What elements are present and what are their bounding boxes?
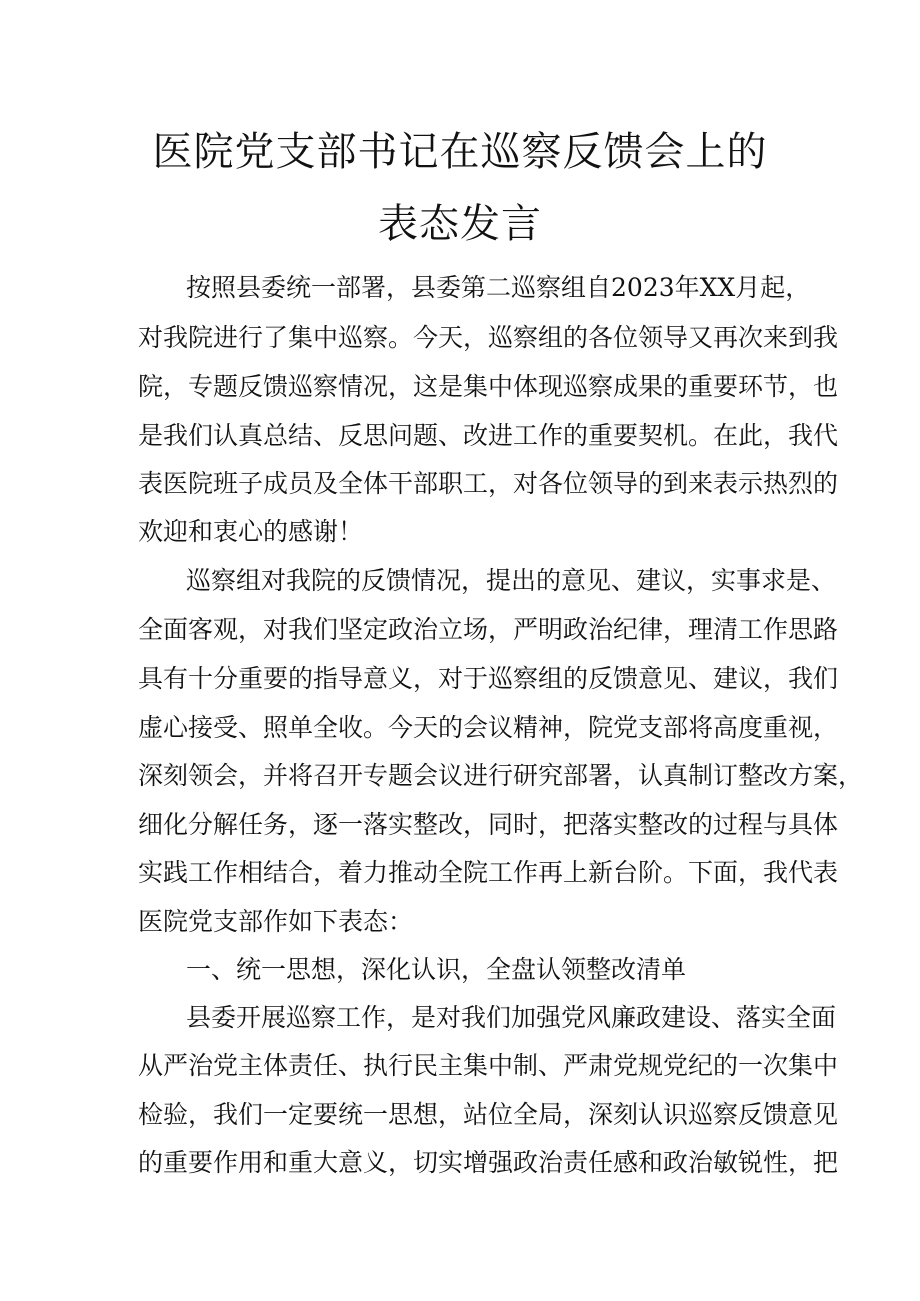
paragraph-2-line: 虚心接受、照单全收。今天的会议精神，院党支部将高度重视， — [138, 713, 839, 742]
paragraph-1-line: 对我院进行了集中巡察。今天，巡察组的各位领导又再次来到我 — [138, 323, 839, 352]
paragraph-2-line: 实践工作相结合，着力推动全院工作再上新台阶。下面，我代表 — [138, 858, 839, 887]
paragraph-1-line: 表医院班子成员及全体干部职工，对各位领导的到来表示热烈的 — [138, 469, 839, 498]
paragraph-2-line: 医院党支部作如下表态： — [138, 907, 414, 936]
paragraph-2-line: 深刻领会，并将召开专题会议进行研究部署，认真制订整改方案， — [138, 761, 864, 790]
paragraph-1-line: 按照县委统一部署，县委第二巡察组自2023年XX月起， — [186, 273, 811, 302]
paragraph-3-line: 检验，我们一定要统一思想，站位全局，深刻认识巡察反馈意见 — [138, 1100, 839, 1129]
paragraph-3-line: 的重要作用和重大意义，切实增强政治责任感和政治敏锐性，把 — [138, 1148, 839, 1177]
section-heading: 一、统一思想，深化认识，全盘认领整改清单 — [186, 955, 687, 984]
paragraph-3-line: 从严治党主体责任、执行民主集中制、严肃党规党纪的一次集中 — [138, 1051, 839, 1080]
paragraph-2-line: 具有十分重要的指导意义，对于巡察组的反馈意见、建议，我们 — [138, 664, 839, 693]
document-title-line-1: 医院党支部书记在巡察反馈会上的 — [152, 129, 768, 175]
paragraph-2-line: 细化分解任务，逐一落实整改，同时，把落实整改的过程与具体 — [138, 810, 839, 839]
paragraph-2-line: 巡察组对我院的反馈情况，提出的意见、建议，实事求是、 — [186, 566, 837, 595]
paragraph-1-line: 欢迎和衷心的感谢！ — [138, 517, 364, 546]
paragraph-3-line: 县委开展巡察工作，是对我们加强党风廉政建设、落实全面 — [186, 1003, 837, 1032]
paragraph-2-line: 全面客观，对我们坚定政治立场，严明政治纪律，理清工作思路 — [138, 615, 839, 644]
paragraph-1-line: 院，专题反馈巡察情况，这是集中体现巡察成果的重要环节，也 — [138, 372, 839, 401]
paragraph-1-line: 是我们认真总结、反思问题、改进工作的重要契机。在此，我代 — [138, 421, 839, 450]
document-title-line-2: 表态发言 — [378, 201, 542, 247]
